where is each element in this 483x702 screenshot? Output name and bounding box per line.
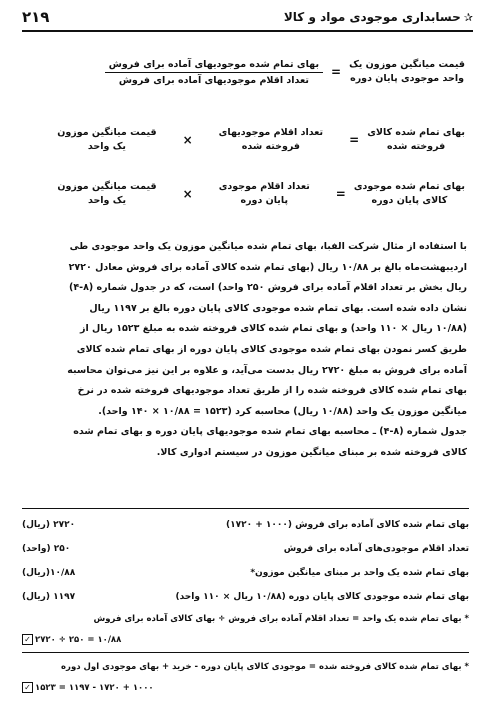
page-number: ۲۱۹ [22, 8, 50, 26]
calc-label: بهای تمام شده یک واحد بر مبنای میانگین موزون* [250, 568, 469, 578]
paragraph-line: طریق کسر نمودن بهای تمام شده موجودی کالای پایان دوره از بهای تمام شده کالای [76, 343, 467, 355]
calc-value: ۱۰/۸۸(ریال) [22, 568, 76, 578]
paragraph-line: میانگین موزون یک واحد (۱۰/۸۸ ریال) محاسبه کرد (۱۵۲۳ = ۱۰/۸۸ × ۱۴۰ واحد). [98, 405, 467, 417]
calc-row [22, 568, 469, 578]
paragraph-line: اردیبهشت‌ماه بالغ بر ۱۰/۸۸ ریال (بهای تمام شده کالای آماده برای فروش معادل ۲۷۲۰ [68, 261, 467, 273]
formula-ending-inventory [28, 180, 465, 208]
formula-3-term-a: تعداد اقلام موجودی پایان دوره [218, 181, 310, 206]
footnote-calc: ۱۰/۸۸ = ۲۵۰ ÷ ۲۷۲۰✓ [22, 634, 121, 645]
equals-sign: = [349, 133, 360, 147]
formula-1-fraction [105, 59, 323, 86]
formula-3-lhs: بهای تمام شده موجودی کالای پایان دوره [353, 181, 465, 206]
footnote-unit-cost [22, 614, 469, 624]
calc-label: بهای تمام شده کالای آماده برای فروش (۱۰۰۰ + ۱۷۲۰) [225, 520, 469, 530]
calc-row [22, 544, 469, 554]
equals-sign: = [335, 187, 346, 201]
formula-3-term-b: قیمت میانگین موزون یک واحد [57, 181, 157, 206]
formula-cost-of-goods-sold [28, 126, 465, 154]
formula-1-lhs: قیمت میانگین موزون یک واحد موجودی پایان دوره [349, 59, 465, 84]
fraction-denominator: تعداد اقلام موجودیهای آماده برای فروش [118, 74, 309, 86]
paragraph-line: نشان داده شده است. بهای تمام شده موجودی کالای پایان دوره بالغ بر ۱۱۹۷ ریال [89, 302, 467, 314]
calc-label: بهای تمام شده موجودی کالای پایان دوره (۱۰/۸۸ ریال × ۱۱۰ واحد) [175, 592, 469, 602]
calc-value: ۲۵۰ (واحد) [22, 544, 71, 554]
paragraph-line: ریال بخش بر تعداد اقلام آماده برای فروش ۲۵۰ واحد) است، که در جدول شماره (۸-۴) [68, 282, 467, 294]
checkbox-icon: ✓ [22, 634, 33, 645]
formula-2-lhs: بهای تمام شده کالای فروخته شده [367, 127, 465, 152]
formula-2-term-a: تعداد اقلام موجودیهای فروخته شده [218, 127, 324, 152]
formula-2-term-b: قیمت میانگین موزون یک واحد [57, 127, 157, 152]
fraction-numerator: بهای تمام شده موجودیهای آماده برای فروش [105, 59, 323, 73]
star-icon: ✰ [463, 11, 473, 24]
paragraph-line: آماده برای فروش به مبلغ ۲۷۲۰ ریال بدست می‌آید، و علاوه بر این نیز می‌توان محاسبه [67, 364, 467, 376]
paragraph-line: جدول شماره (۸-۴) ـ محاسبه بهای تمام شده موجودیهای پایان دوره و بهای تمام شده [73, 426, 467, 438]
calc-label: تعداد اقلام موجودی‌های آماده برای فروش [283, 544, 469, 554]
table-top-rule [22, 508, 469, 509]
calc-value: ۲۷۲۰ (ریال) [22, 520, 76, 530]
footnote-calc: ۱۰۰۰ + ۱۷۲۰ - ۱۱۹۷ = ۱۵۲۳✓ [22, 682, 154, 693]
times-sign: × [182, 187, 193, 201]
body-paragraph [16, 237, 467, 464]
running-header [22, 6, 473, 28]
paragraph-line: (۱۰/۸۸ ریال × ۱۱۰ واحد) و بهای تمام شده کالای فروخته شده به مبلغ ۱۵۲۳ ریال از [80, 323, 467, 335]
paragraph-line: با استفاده از مثال شرکت الفبا، بهای تمام شده میانگین موزون یک واحد موجودی طی [69, 241, 467, 252]
equals-sign: = [331, 65, 342, 79]
calc-row [22, 592, 469, 602]
formula-average-unit-cost [28, 58, 465, 86]
footnote-text: * بهای تمام شده کالای فروخته شده = موجودی کالای پایان دوره - خرید + بهای موجودی اول دوره [61, 662, 469, 672]
table-middle-rule [22, 652, 469, 653]
header-rule [22, 30, 473, 32]
footnote-unit-cost-calc [22, 634, 469, 645]
footnote-text: * بهای تمام شده یک واحد = تعداد اقلام آماده برای فروش ÷ بهای کالای آماده برای فروش [93, 614, 469, 624]
chapter-title: ✰حسابداری موجودی مواد و کالا [283, 10, 473, 24]
paragraph-line: کالای فروخته شده بر مبنای میانگین موزون در سیستم ادواری کالا. [156, 446, 467, 458]
checkbox-icon: ✓ [22, 682, 33, 693]
footnote-cogs-calc [22, 682, 469, 693]
footnote-cogs [22, 662, 469, 672]
times-sign: × [182, 133, 193, 147]
paragraph-line: بهای تمام شده کالای فروخته شده را از طریق تعداد موجودیهای فروخته شده در نرخ [77, 385, 467, 397]
calc-value: ۱۱۹۷ (ریال) [22, 592, 76, 602]
calc-row [22, 520, 469, 530]
